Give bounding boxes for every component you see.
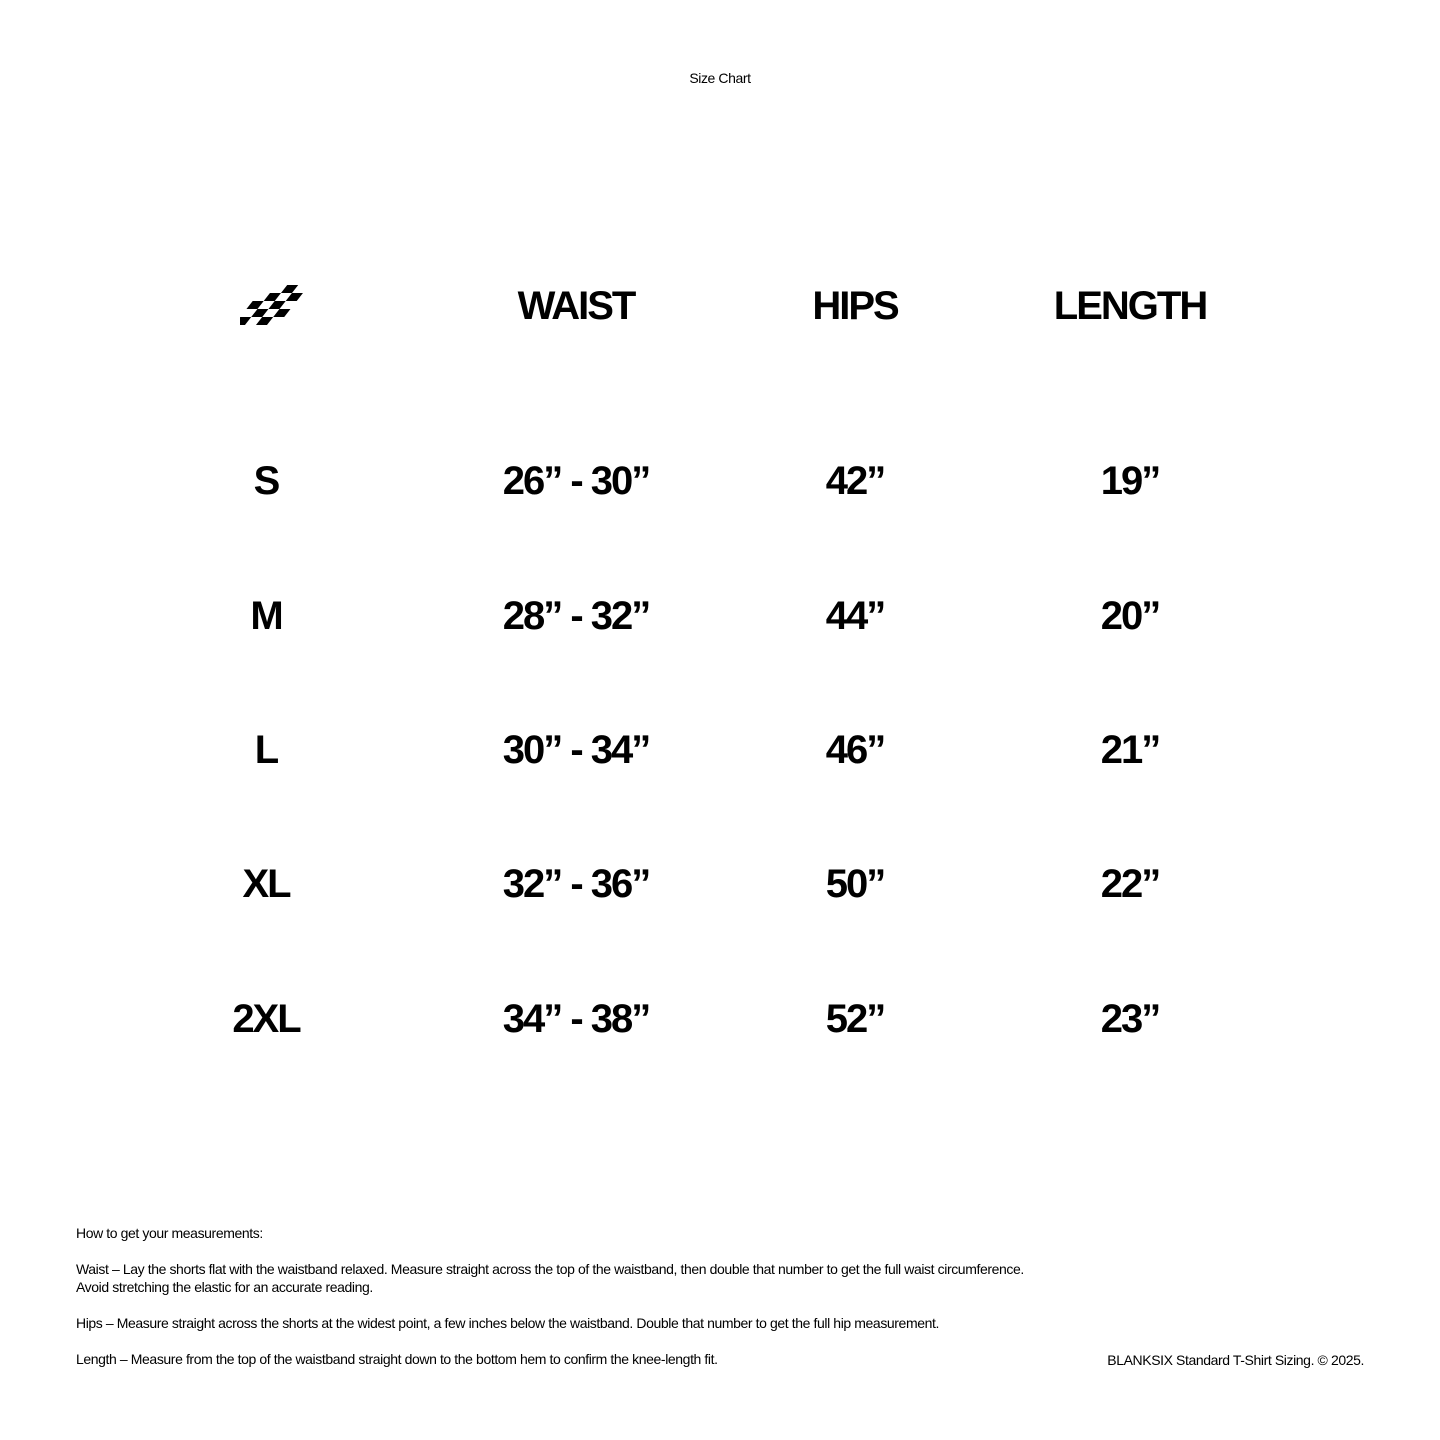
hips-cell: 50” (825, 862, 885, 906)
length-cell: 21” (1100, 728, 1160, 772)
length-cell: 19” (1100, 459, 1160, 503)
checkered-flag-icon (240, 284, 306, 326)
header-length: LENGTH (1053, 284, 1207, 328)
footer-brand-note: BLANKSIX Standard T-Shirt Sizing. © 2025. (1107, 1352, 1364, 1368)
size-cell: 2XL (232, 997, 300, 1041)
waist-cell: 30” - 34” (502, 728, 650, 772)
waist-instruction: Waist – Lay the shorts flat with the waistband relaxed. Measure straight across the top of the waistband, then double that number to get the full waist circumference. (76, 1261, 1024, 1277)
hips-instruction: Hips – Measure straight across the shorts at the widest point, a few inches below the waistband. Double that number to get the full hip measurement. (76, 1315, 939, 1331)
waist-cell: 34” - 38” (502, 997, 650, 1041)
header-waist: WAIST (517, 284, 635, 328)
hips-cell: 44” (825, 594, 885, 638)
header-hips: HIPS (812, 284, 898, 328)
size-cell: M (250, 594, 282, 638)
instructions-heading: How to get your measurements: (76, 1225, 263, 1241)
waist-instruction-continued: Avoid stretching the elastic for an accurate reading. (76, 1279, 373, 1295)
length-cell: 23” (1100, 997, 1160, 1041)
waist-cell: 32” - 36” (502, 862, 650, 906)
measurement-instructions (76, 1224, 1176, 1368)
length-instruction: Length – Measure from the top of the waistband straight down to the bottom hem to confirm the knee-length fit. (76, 1351, 718, 1367)
hips-cell: 42” (825, 459, 885, 503)
page-title: Size Chart (689, 70, 751, 86)
hips-cell: 52” (825, 997, 885, 1041)
length-cell: 20” (1100, 594, 1160, 638)
waist-cell: 26” - 30” (502, 459, 650, 503)
size-cell: S (253, 459, 279, 503)
length-cell: 22” (1100, 862, 1160, 906)
size-cell: L (254, 728, 278, 772)
size-cell: XL (242, 862, 290, 906)
waist-cell: 28” - 32” (502, 594, 650, 638)
hips-cell: 46” (825, 728, 885, 772)
